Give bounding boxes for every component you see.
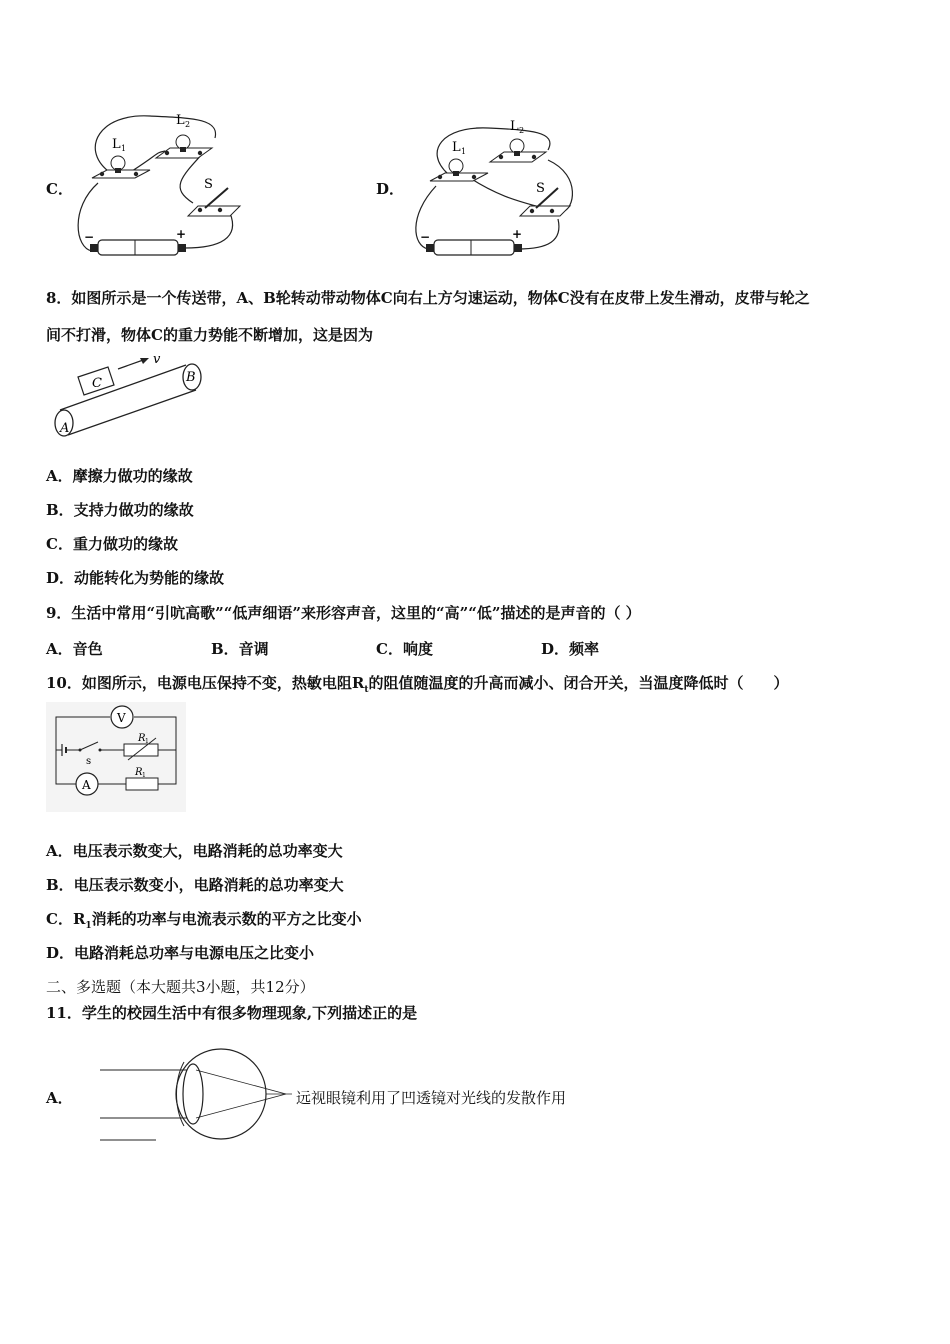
q11-stem: 11．学生的校园生活中有很多物理现象,下列描述正的是 xyxy=(46,1004,418,1022)
q8-stem-line2: 间不打滑，物体C的重力势能不断增加，这是因为 xyxy=(46,326,373,344)
q10-option-c[interactable] xyxy=(46,909,362,936)
q9-option-d[interactable]: D．频率 xyxy=(541,640,600,658)
lamp1-bulb xyxy=(111,156,125,170)
q9-option-a[interactable]: A．音色 xyxy=(46,640,103,658)
voltmeter-label: V xyxy=(117,711,126,725)
lamp2-label: L xyxy=(176,113,185,128)
q8-option-c[interactable]: C．重力做功的缘故 xyxy=(46,535,178,553)
switch-label: S xyxy=(204,177,213,192)
q10-option-a[interactable]: A．电压表示数变大，电路消耗的总功率变大 xyxy=(46,842,343,860)
q9-stem: 9．生活中常用“引吭高歌”“低声细语”来形容声音，这里的“高”“低”描述的是声音的（ ） xyxy=(46,604,641,622)
wheel-a-label: A xyxy=(60,421,70,436)
q11-eye-figure xyxy=(96,1040,296,1150)
q10-option-c-sub: 1 xyxy=(85,921,92,931)
battery-plus: + xyxy=(512,227,523,241)
q10-option-b[interactable]: B．电压表示数变小，电路消耗的总功率变大 xyxy=(46,876,344,894)
q7-circuit-d xyxy=(408,116,588,266)
q7-option-c-label[interactable]: C． xyxy=(46,180,73,198)
wire xyxy=(132,151,165,171)
eye-lens xyxy=(183,1064,203,1124)
wheel-b-label: B xyxy=(186,370,196,385)
wire xyxy=(518,219,559,249)
resistor-r1-sub: 1 xyxy=(142,772,146,779)
q9-option-b[interactable]: B．音调 xyxy=(211,640,269,658)
battery-minus: − xyxy=(420,230,431,244)
q10-option-c-pre: C．R xyxy=(46,910,86,928)
q8-option-d[interactable]: D．动能转化为势能的缘故 xyxy=(46,569,225,587)
q10-stem-pre: 10．如图所示，电源电压保持不变，热敏电阻R xyxy=(46,674,365,692)
resistor-r1 xyxy=(126,778,158,790)
q8-option-a[interactable]: A．摩擦力做功的缘故 xyxy=(46,467,193,485)
lamp2-bulb xyxy=(510,139,524,153)
lamp1-bulb xyxy=(449,159,463,173)
battery xyxy=(434,240,514,255)
switch-label: S xyxy=(536,181,545,196)
thermistor-sub: 1 xyxy=(145,738,149,745)
wire xyxy=(180,151,205,203)
resistor-r1-label: R xyxy=(135,767,143,778)
lamp2-bulb xyxy=(176,135,190,149)
wire xyxy=(185,213,233,248)
q10-stem-sub: t xyxy=(364,685,369,695)
battery-minus: − xyxy=(84,230,95,244)
wire xyxy=(548,160,572,211)
lamp2-sub: 2 xyxy=(185,120,191,129)
switch-label: s xyxy=(86,756,92,767)
battery xyxy=(98,240,178,255)
lamp1-sub: 1 xyxy=(121,144,127,153)
q10-stem-post: 的阻值随温度的升高而减小、闭合开关，当温度降低时（ ） xyxy=(368,674,789,692)
q10-option-d[interactable]: D．电路消耗总功率与电源电压之比变小 xyxy=(46,944,315,962)
object-c-label: C xyxy=(92,376,102,391)
wire xyxy=(470,178,536,206)
q10-circuit-figure xyxy=(46,702,186,812)
q8-option-b[interactable]: B．支持力做功的缘故 xyxy=(46,501,194,519)
q8-conveyor-figure xyxy=(46,352,216,440)
q10-stem xyxy=(46,673,789,700)
velocity-label: v xyxy=(153,352,161,367)
lamp1-sub: 1 xyxy=(461,147,467,156)
lamp2-label: L xyxy=(510,119,519,134)
q7-option-d-label[interactable]: D． xyxy=(376,180,405,198)
lamp1-label: L xyxy=(452,140,461,155)
ammeter-label: A xyxy=(82,778,91,792)
lamp2-sub: 2 xyxy=(519,126,525,135)
thermistor-label: R xyxy=(138,733,146,744)
switch-base xyxy=(188,206,240,216)
q9-option-c[interactable]: C．响度 xyxy=(376,640,433,658)
q11-option-a-text: 远视眼镜利用了凹透镜对光线的发散作用 xyxy=(296,1089,567,1107)
section-heading: 二、多选题（本大题共3小题，共12分） xyxy=(46,978,315,996)
q7-circuit-c xyxy=(70,108,250,263)
switch-base xyxy=(520,206,570,216)
lamp1-label: L xyxy=(112,137,121,152)
q11-option-a-label[interactable]: A． xyxy=(46,1089,73,1107)
q10-option-c-post: 消耗的功率与电流表示数的平方之比变小 xyxy=(91,910,362,928)
q8-stem-line1: 8．如图所示是一个传送带，A、B轮转动带动物体C向右上方匀速运动，物体C没有在皮带上发生滑动，皮带与轮之 xyxy=(46,289,810,307)
battery-plus: + xyxy=(176,227,187,241)
